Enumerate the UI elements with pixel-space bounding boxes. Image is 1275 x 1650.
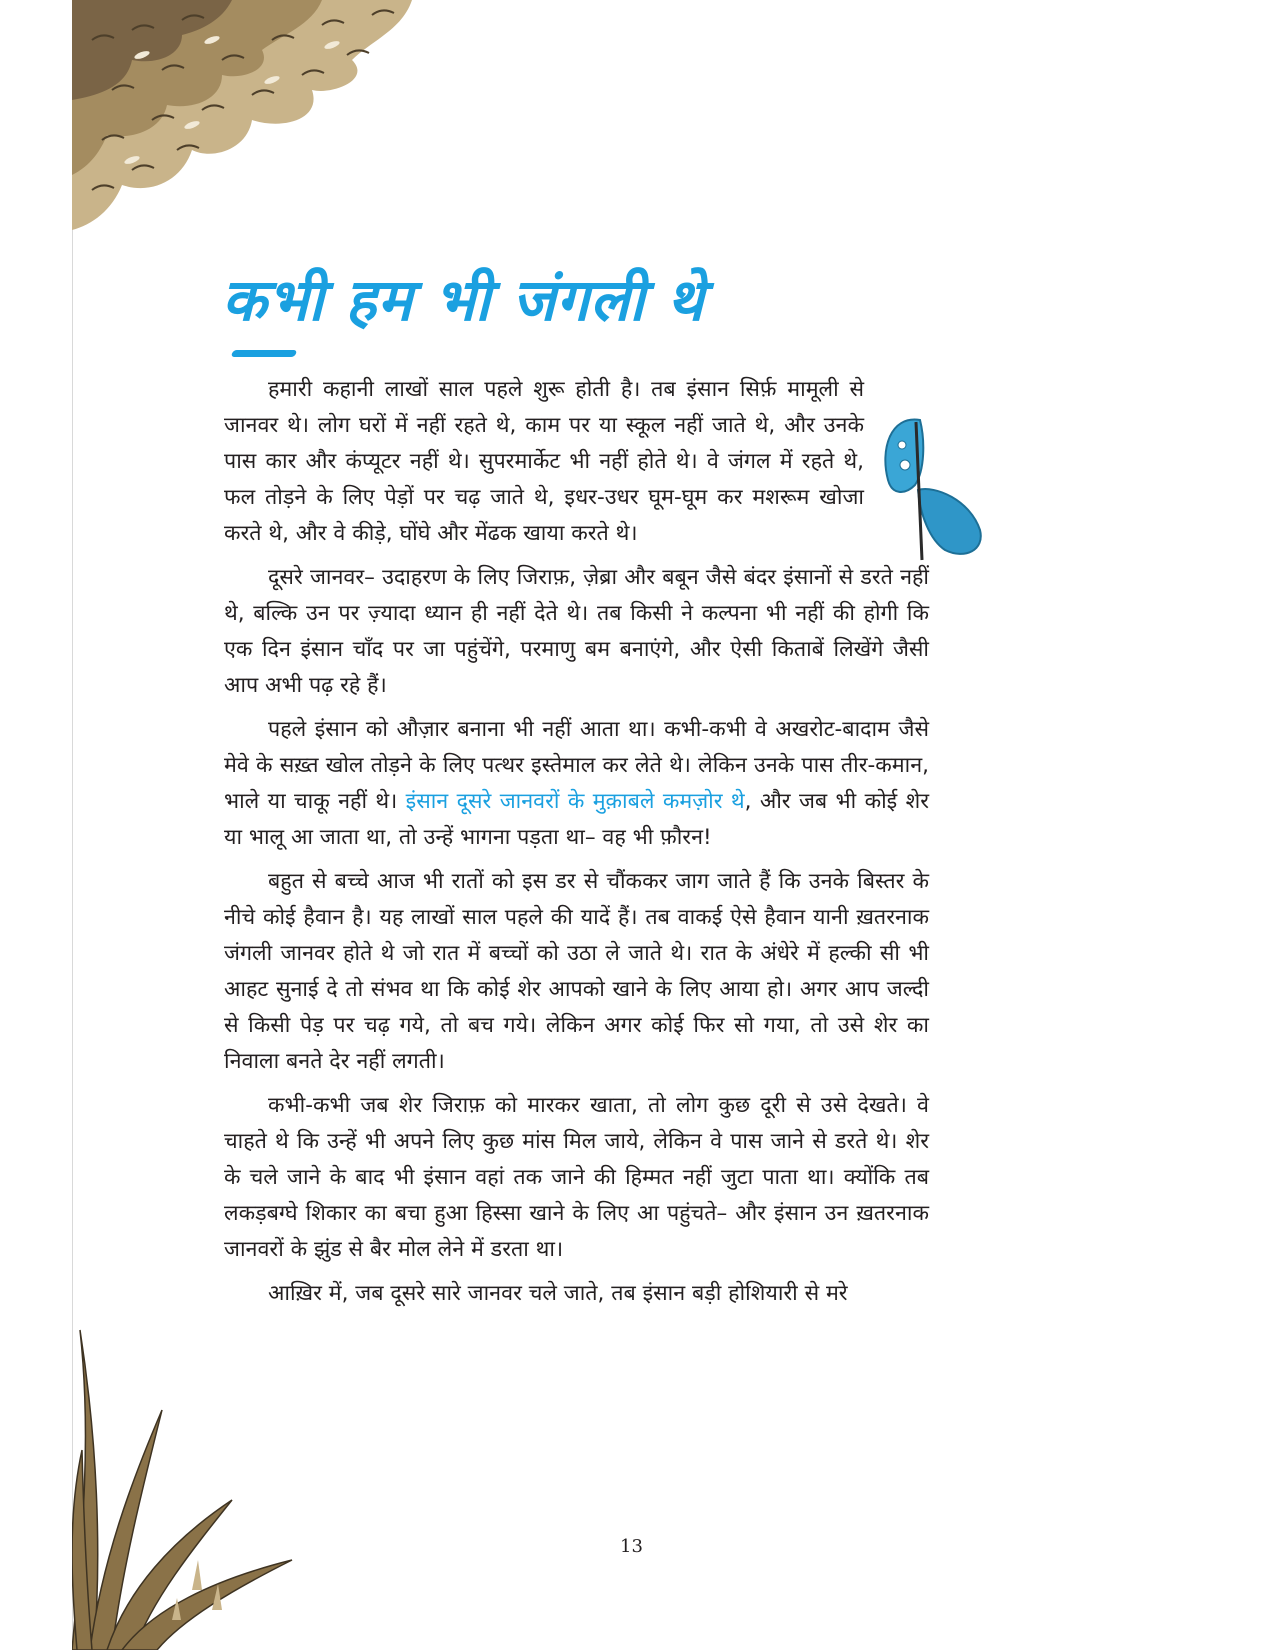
paragraph-5: कभी-कभी जब शेर जिराफ़ को मारकर खाता, तो लोग कुछ दूरी से उसे देखते। वे चाहते थे कि उन्हें भी अपने लिए कुछ मांस मिल जाये, लेकिन वे पास जाने से डरते थे। शेर के चले जाने के बाद भी इंसान वहां तक जाने की हिम्मत नहीं जुटा पाता था। क्योंकि तब लकड़बग्घे शिकार का बचा हुआ हिस्सा खाने के लिए आ पहुंचते– और इंसान उन ख़तरनाक जानवरों के झुंड से बैर मोल लेने में डरता था। (224, 1093, 929, 1262)
page-title: कभी हम भी जंगली थे (222, 266, 705, 334)
body-text (224, 372, 929, 1320)
paragraph-3 (224, 712, 929, 856)
paragraph-2: दूसरे जानवर– उदाहरण के लिए जिराफ़, ज़ेब्रा और बबून जैसे बंदर इंसानों से डरते नहीं थे, बल्कि उन पर ज़्यादा ध्यान ही नहीं देते थे। तब किसी ने कल्पना भी नहीं की होगी कि एक दिन इंसान चाँद पर जा पहुंचेंगे, परमाणु बम बनाएंगे, और ऐसी किताबें लिखेंगे जैसी आप अभी पढ़ रहे हैं। (224, 565, 929, 698)
paragraph-4: बहुत से बच्चे आज भी रातों को इस डर से चौंककर जाग जाते हैं कि उनके बिस्तर के नीचे कोई हैवान है। यह लाखों साल पहले की यादें हैं। तब वाकई ऐसे हैवान यानी ख़तरनाक जंगली जानवर होते थे जो रात में बच्चों को उठा ले जाते थे। रात के अंधेरे में हल्की सी भी आहट सुनाई दे तो संभव था कि कोई शेर आपको खाने के लिए आया हो। अगर आप जल्दी से किसी पेड़ पर चढ़ गये, तो बच गये। लेकिन अगर कोई फिर सो गया, तो उसे शेर का निवाला बनते देर नहीं लगती। (224, 869, 929, 1074)
page-number-text: 13 (620, 1536, 643, 1557)
grass-illustration (72, 1290, 302, 1650)
paragraph-1: हमारी कहानी लाखों साल पहले शुरू होती है। तब इंसान सिर्फ़ मामूली से जानवर थे। लोग घरों में नहीं रहते थे, काम पर या स्कूल नहीं जाते थे, और उनके पास कार और कंप्यूटर नहीं थे। सुपरमार्केट भी नहीं होते थे। वे जंगल में रहते थे, फल तोड़ने के लिए पेड़ों पर चढ़ जाते थे, इधर-उधर घूम-घूम कर मशरूम खोजा करते थे, और वे कीड़े, घोंघे और मेंढक खाया करते थे। (224, 377, 864, 546)
title-underline (231, 350, 298, 357)
paragraph-6: आख़िर में, जब दूसरे सारे जानवर चले जाते, तब इंसान बड़ी होशियारी से मरे (268, 1281, 848, 1306)
page-margin (0, 0, 72, 1650)
paragraph-3-text-a: पहले इंसान को औज़ार बनाना भी नहीं आता था। कभी-कभी वे अखरोट-बादाम जैसे मेवे के सख़्त खोल तोड़ने के लिए पत्थर इस्तेमाल कर लेते थे। लेकिन उनके पास तीर-कमान, भाले या चाकू नहीं थे। (224, 717, 929, 814)
paragraph-3-text-b: , और जब भी कोई शेर या भालू आ जाता था, तो उन्हें भागना पड़ता था– वह भी फ़ौरन! (224, 789, 929, 850)
page-number (0, 1536, 1275, 1557)
highlighted-text: इंसान दूसरे जानवरों के मुक़ाबले कमज़ोर थे (405, 789, 745, 814)
tree-foliage-illustration (72, 0, 432, 235)
